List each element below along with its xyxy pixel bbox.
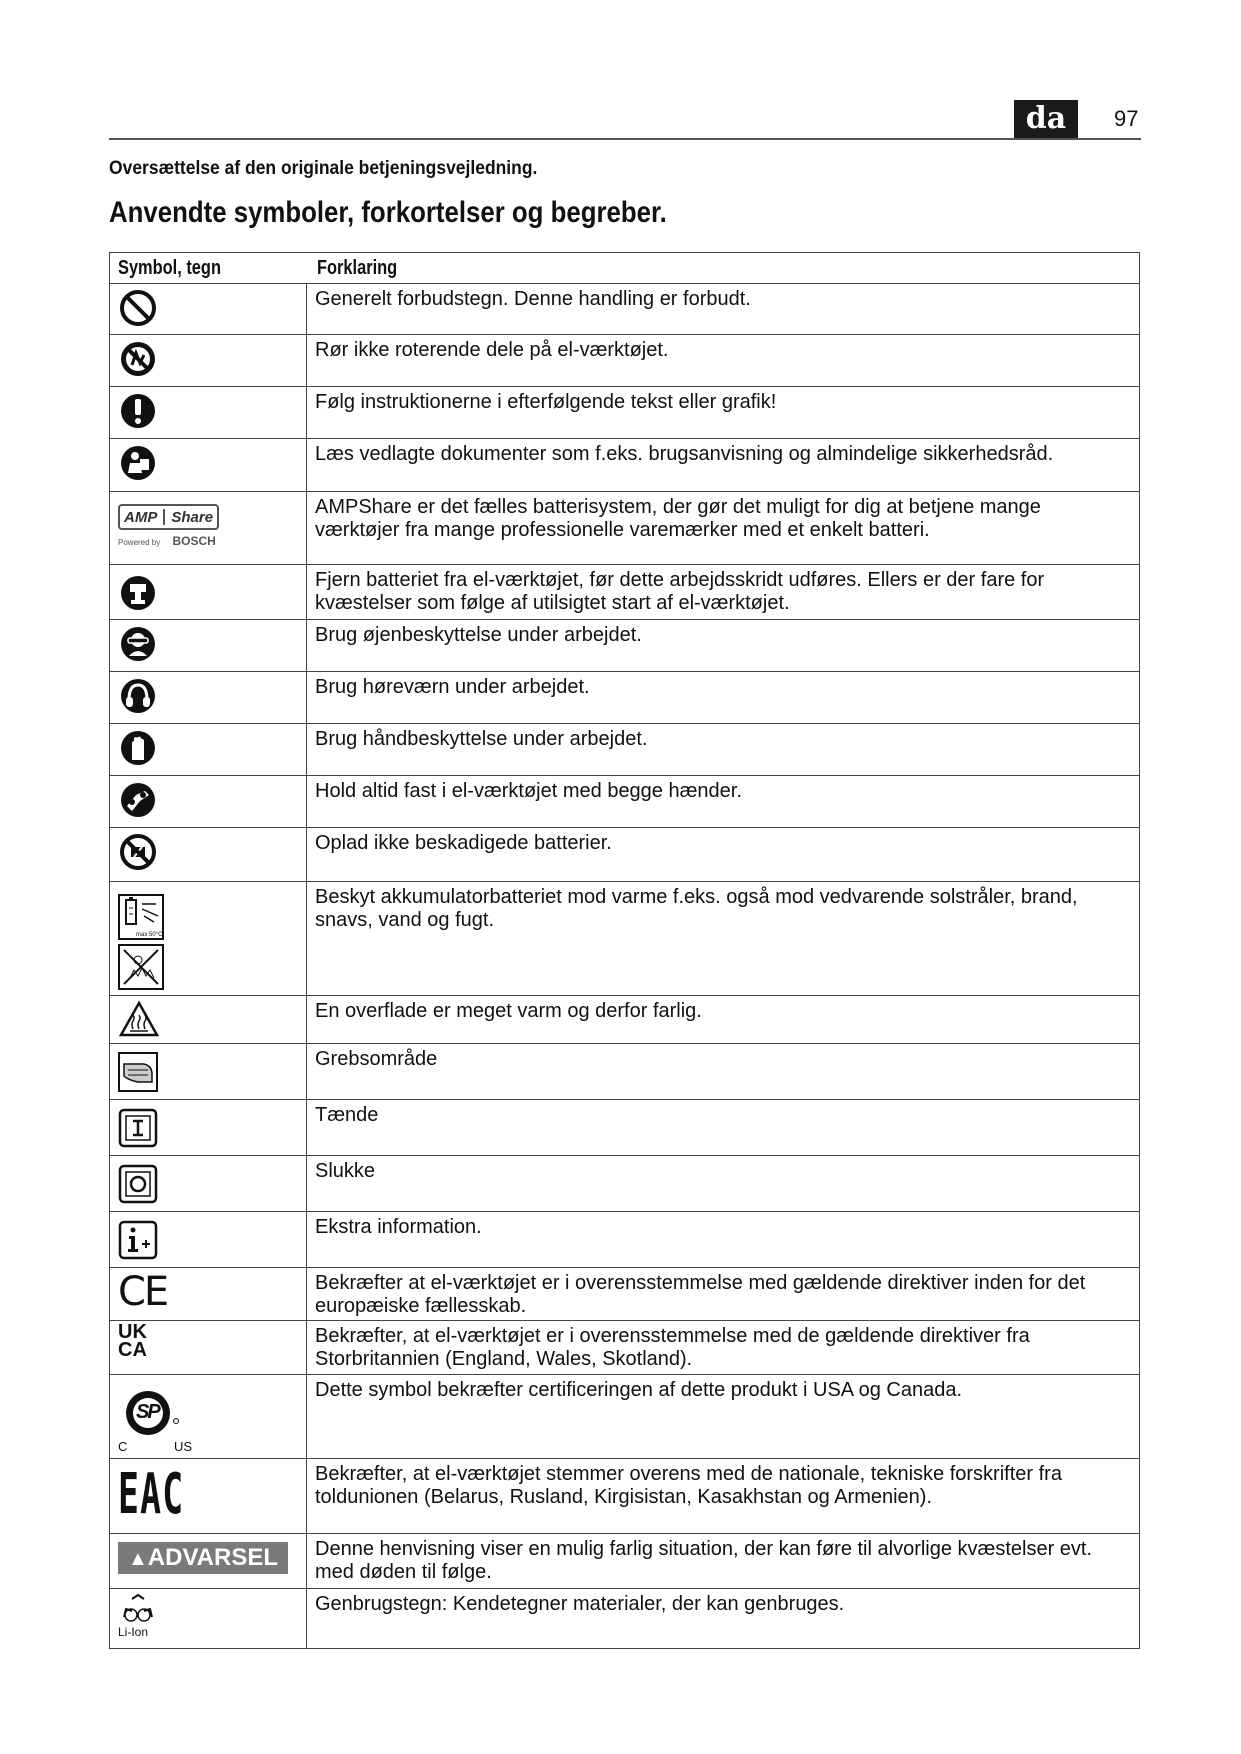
table-row xyxy=(110,1044,1139,1100)
table-row xyxy=(110,1375,1139,1459)
row-text: Grebsområde xyxy=(315,1048,438,1070)
remove-battery-icon xyxy=(118,573,306,613)
row-text: Fjern batteriet fra el-værktøjet, før dette arbejdsskridt udføres. Ellers er der fare for kvæstelser som følge af utilsigtet start af el-værktøjet. xyxy=(315,569,1045,614)
hot-surface-icon xyxy=(118,1000,306,1038)
row-text: Læs vedlagte dokumenter som f.eks. brugsanvisning og almindelige sikkerhedsråd. xyxy=(315,443,1054,465)
row-text: Brug øjenbeskyttelse under arbejdet. xyxy=(315,624,642,646)
csa-mark xyxy=(118,1381,208,1455)
table-row xyxy=(110,620,1139,672)
ampshare-logo xyxy=(118,504,306,548)
table-row xyxy=(110,492,1139,565)
symbols-table xyxy=(109,252,1140,1649)
table-row xyxy=(110,1321,1139,1375)
row-text: Beskyt akkumulatorbatteriet mod varme f.eks. også mod vedvarende solstråler, brand, snavs, vand og fugt. xyxy=(315,886,1078,931)
ce-mark: CE xyxy=(118,1269,168,1315)
table-row xyxy=(110,439,1139,492)
table-row xyxy=(110,724,1139,776)
page-title: Anvendte symboler, forkortelser og begreber. xyxy=(109,196,667,229)
power-on-icon xyxy=(118,1108,306,1148)
table-row xyxy=(110,1100,1139,1156)
row-text: Dette symbol bekræfter certificeringen af dette produkt i USA og Canada. xyxy=(315,1379,963,1401)
table-row xyxy=(110,1156,1139,1212)
mandatory-exclamation-icon xyxy=(118,391,306,431)
two-hands-icon xyxy=(118,780,306,820)
row-text: Bekræfter, at el-værktøjet er i overensstemmelse med de gældende direktiver fra Storbritannien (England, Wales, Skotland). xyxy=(315,1325,1030,1370)
ampshare-logo-share: Share xyxy=(171,508,214,526)
table-row xyxy=(110,1459,1139,1534)
ampshare-logo-amp: AMP xyxy=(124,508,158,526)
table-row xyxy=(110,565,1139,620)
eye-protection-icon xyxy=(118,624,306,664)
row-text: Brug håndbeskyttelse under arbejdet. xyxy=(315,728,648,750)
row-text: Bekræfter at el-værktøjet er i overensstemmelse med gældende direktiver inden for det europæiske fællesskab. xyxy=(315,1272,1086,1317)
warning-triangle-icon: ▲ xyxy=(127,1548,148,1570)
column-header-symbol: Symbol, tegn xyxy=(118,257,221,279)
table-row xyxy=(110,776,1139,828)
battery-heat-icon xyxy=(118,894,306,990)
read-manual-icon xyxy=(118,443,306,483)
no-touch-rotating-icon xyxy=(118,339,306,379)
csa-mark-letters: SP xyxy=(136,1401,159,1423)
table-row xyxy=(110,335,1139,387)
table-row xyxy=(110,672,1139,724)
row-text: Rør ikke roterende dele på el-værktøjet. xyxy=(315,339,669,361)
hand-protection-icon xyxy=(118,728,306,768)
row-text: Følg instruktionerne i efterfølgende tekst eller grafik! xyxy=(315,391,777,413)
row-text: Oplad ikke beskadigede batterier. xyxy=(315,832,612,854)
table-header xyxy=(110,253,1139,284)
row-text: En overflade er meget varm og derfor farlig. xyxy=(315,1000,702,1022)
table-row xyxy=(110,284,1139,335)
prohibition-icon xyxy=(118,288,306,328)
table-row xyxy=(110,387,1139,439)
row-text: Tænde xyxy=(315,1104,379,1126)
info-icon xyxy=(118,1220,306,1260)
table-row xyxy=(110,828,1139,882)
bosch-logo: BOSCH xyxy=(172,534,216,548)
no-charge-damaged-battery-icon xyxy=(118,832,306,872)
table-row xyxy=(110,1534,1139,1589)
grip-area-icon xyxy=(118,1052,306,1092)
table-row xyxy=(110,1589,1139,1648)
row-text: Hold altid fast i el-værktøjet med begge hænder. xyxy=(315,780,742,802)
ukca-mark xyxy=(118,1323,306,1359)
table-row xyxy=(110,996,1139,1044)
row-text: AMPShare er det fælles batterisystem, der gør det muligt for dig at betjene mange værktøjer fra mange professionelle varemærker med et enkelt batteri. xyxy=(315,496,1041,541)
row-text: Genbrugstegn: Kendetegner materialer, der kan genbruges. xyxy=(315,1593,845,1615)
eac-mark: EAC xyxy=(118,1462,185,1527)
battery-heat-label: max 50°C xyxy=(136,932,163,938)
row-text: Brug høreværn under arbejdet. xyxy=(315,676,590,698)
ukca-mark-uk: UK xyxy=(118,1321,147,1343)
table-row xyxy=(110,1268,1139,1321)
row-text: Generelt forbudstegn. Denne handling er forbudt. xyxy=(315,288,751,310)
row-text: Denne henvisning viser en mulig farlig situation, der kan føre til alvorlige kvæstelser evt. med døden til følge. xyxy=(315,1538,1093,1583)
table-row xyxy=(110,882,1139,996)
header-divider xyxy=(109,138,1141,140)
column-header-explanation: Forklaring xyxy=(317,257,398,279)
csa-mark-c: C xyxy=(118,1439,128,1454)
page-number: 97 xyxy=(1114,106,1139,131)
document-subtitle: Oversættelse af den originale betjeningsvejledning. xyxy=(109,158,538,179)
power-off-icon xyxy=(118,1164,306,1204)
csa-mark-us: US xyxy=(174,1439,193,1454)
table-row xyxy=(110,1212,1139,1268)
language-badge: da xyxy=(1014,100,1078,138)
recycling-icon-label: Li-Ion xyxy=(118,1625,149,1639)
row-text: Slukke xyxy=(315,1160,376,1182)
ampshare-powered-by: Powered by xyxy=(118,538,161,547)
warning-badge: ▲ADVARSEL xyxy=(118,1542,288,1574)
recycling-icon xyxy=(118,1593,306,1639)
ukca-mark-ca: CA xyxy=(118,1339,147,1361)
row-text: Bekræfter, at el-værktøjet stemmer overens med de nationale, tekniske forskrifter fra toldunionen (Belarus, Rusland, Kirgisistan, Kasakhstan og Armenien). xyxy=(315,1463,1062,1508)
row-text: Ekstra information. xyxy=(315,1216,482,1238)
ear-protection-icon xyxy=(118,676,306,716)
